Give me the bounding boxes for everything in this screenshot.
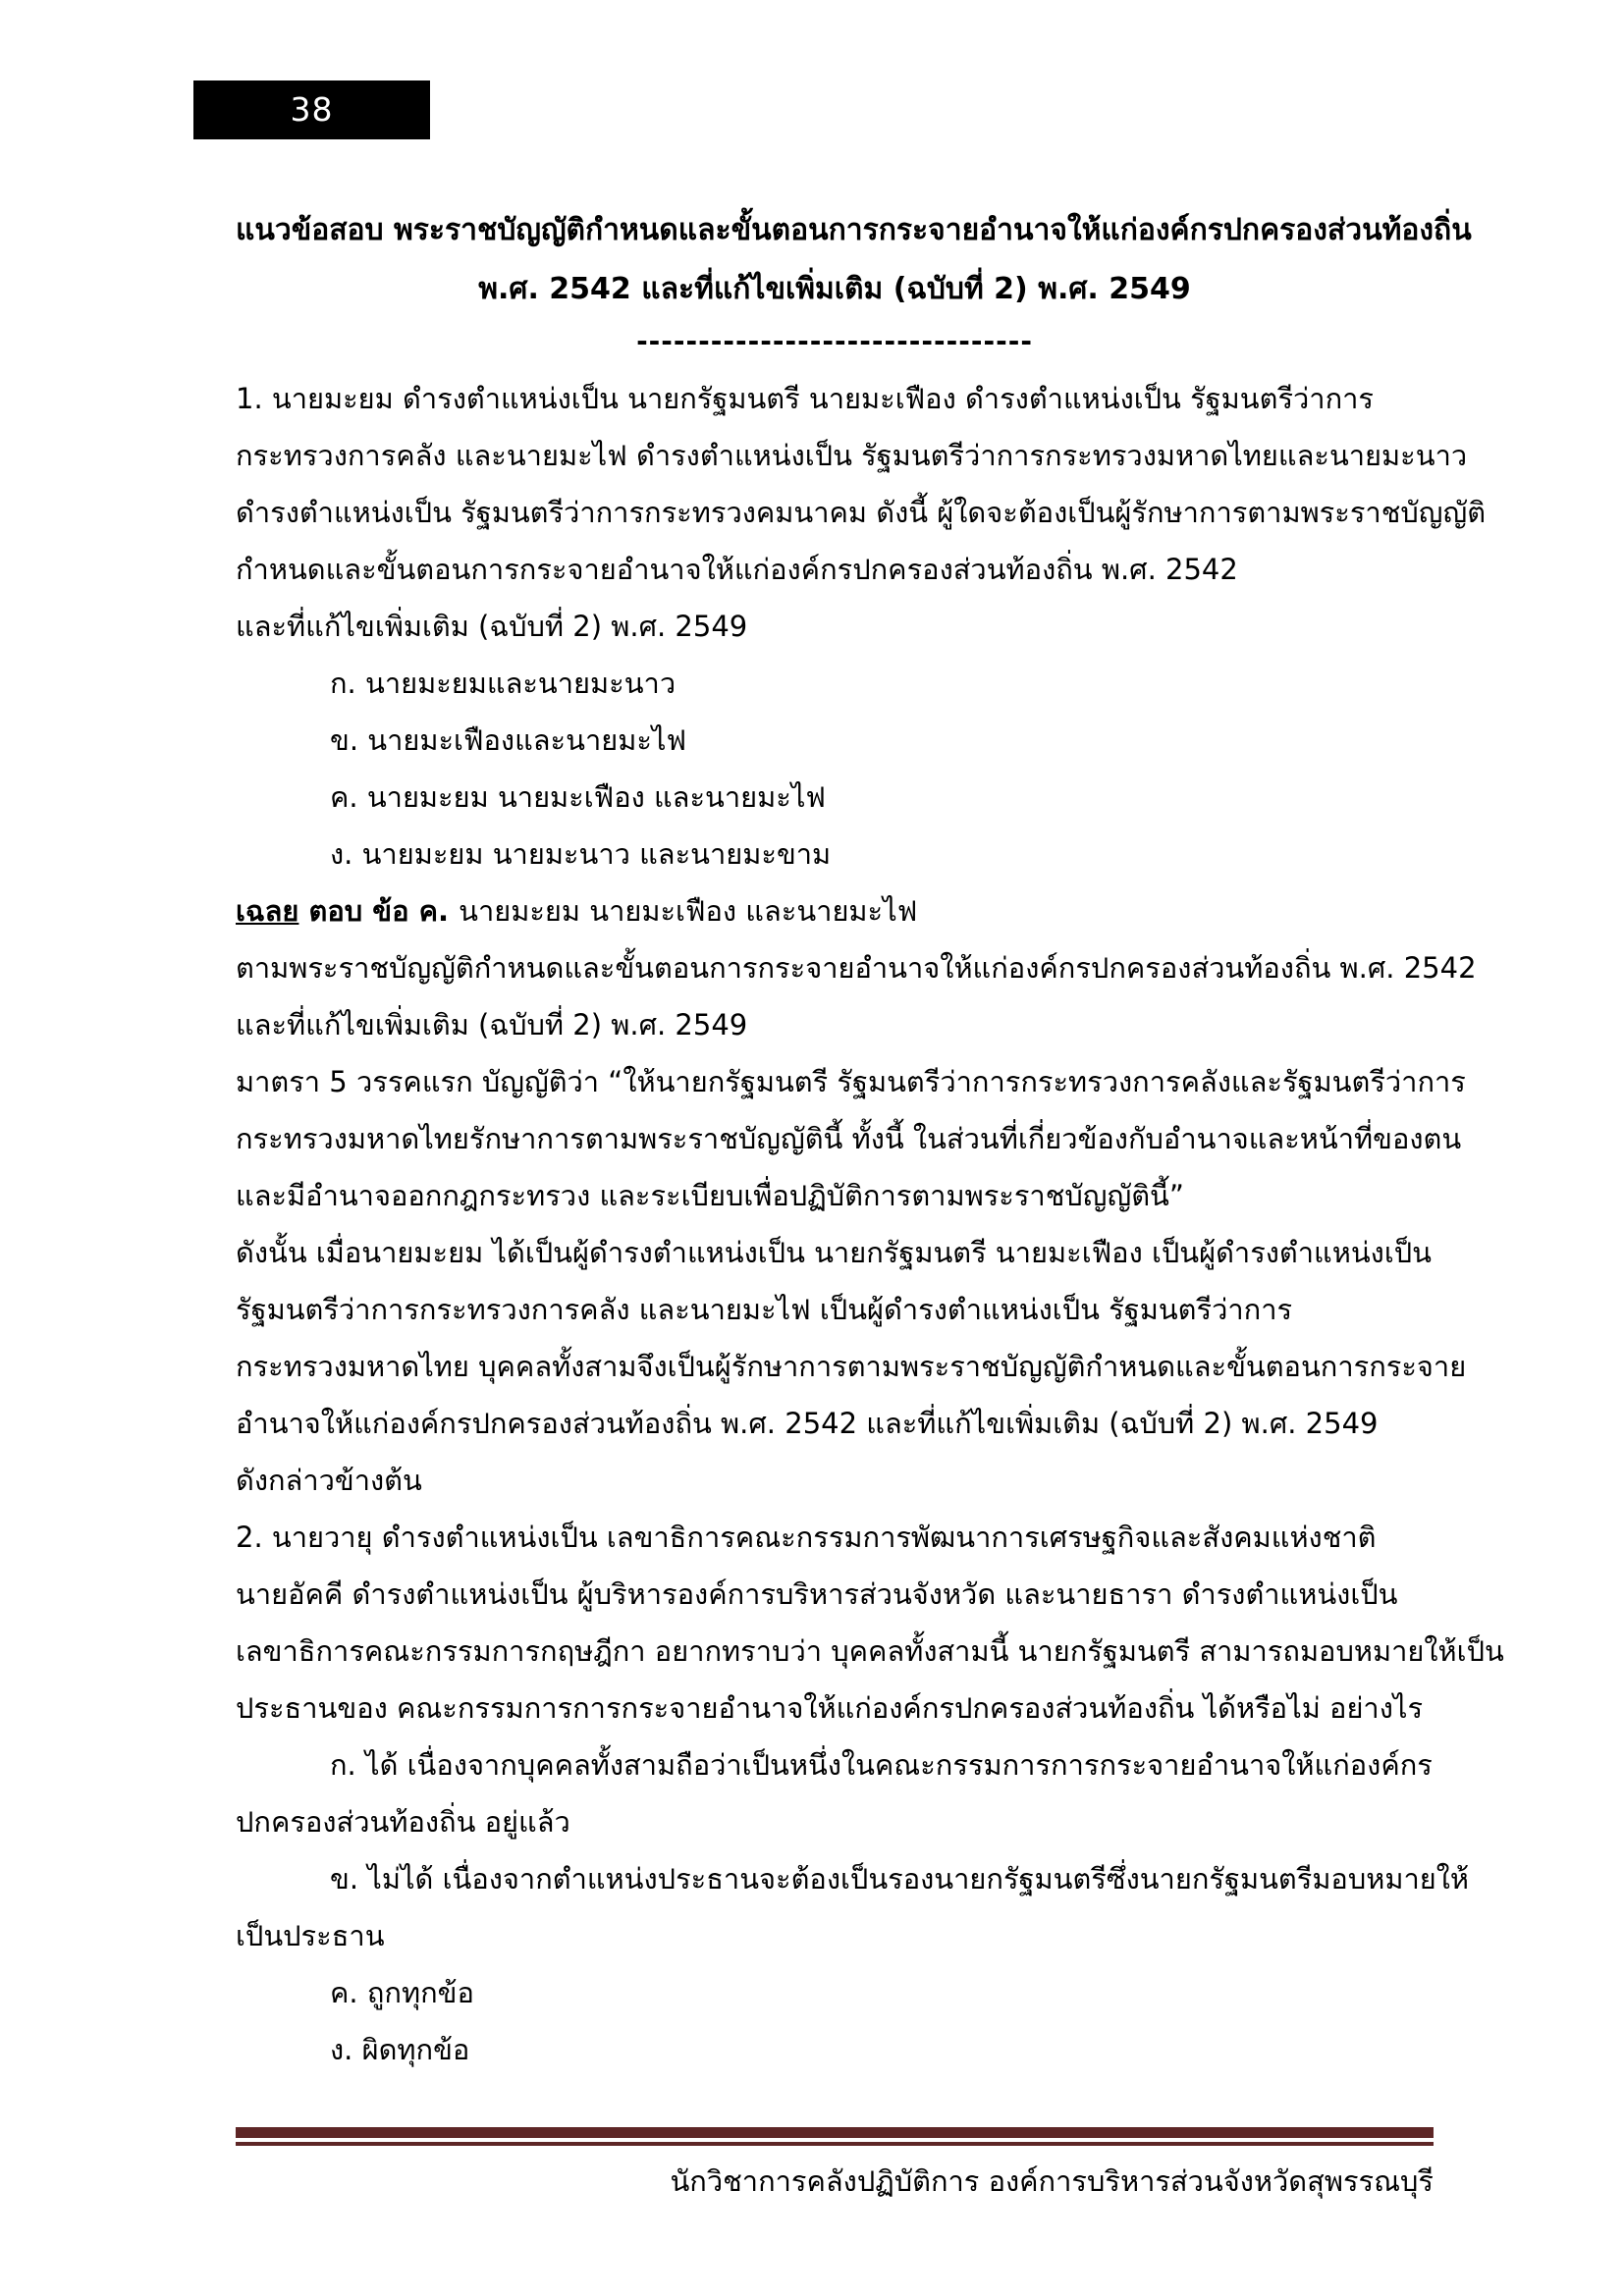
text-segment: ตอบ ข้อ ค. (298, 894, 460, 928)
footer-credit: นักวิชาการคลังปฏิบัติการ องค์การบริหารส่วนจังหวัดสุพรรณบุรี (670, 2164, 1434, 2198)
text-line (236, 712, 1434, 769)
text-segment: เลขาธิการคณะกรรมการกฤษฎีกา อยากทราบว่า บุคคลทั้งสามนี้ นายกรัฐมนตรี สามารถมอบหมายให้เป็น (236, 1634, 1504, 1668)
footer-rule-thin (236, 2142, 1434, 2146)
text-segment: ก. ได้ เนื่องจากบุคคลทั้งสามถือว่าเป็นหนึ่งในคณะกรรมการการกระจายอำนาจให้แก่องค์กร (330, 1748, 1433, 1782)
document-title-line-1: แนวข้อสอบ พระราชบัญญัติกำหนดและขั้นตอนการกระจายอำนาจให้แก่องค์กรปกครองส่วนท้องถิ่น (236, 213, 1472, 247)
text-segment: ก. นายมะยมและนายมะนาว (330, 667, 677, 700)
text-line (236, 1566, 1434, 1623)
text-line (236, 769, 1434, 826)
text-segment: ปกครองส่วนท้องถิ่น อยู่แล้ว (236, 1805, 570, 1839)
page-footer (236, 2127, 1434, 2203)
text-segment: กำหนดและขั้นตอนการกระจายอำนาจให้แก่องค์กรปกครองส่วนท้องถิ่น พ.ศ. 2542 (236, 553, 1238, 586)
text-line (236, 1793, 1434, 1850)
text-line (236, 1395, 1434, 1452)
text-line (236, 1167, 1434, 1224)
text-segment: 1. นายมะยม ดำรงตำแหน่งเป็น นายกรัฐมนตรี นายมะเฟือง ดำรงตำแหน่งเป็น รัฐมนตรีว่าการ (236, 382, 1375, 415)
text-segment: ข. ไม่ได้ เนื่องจากตำแหน่งประธานจะต้องเป็นรองนายกรัฐมนตรีซึ่งนายกรัฐมนตรีมอบหมายให้ (330, 1862, 1470, 1896)
document-lines (236, 370, 1504, 2078)
text-segment: ดังกล่าวข้างต้น (236, 1464, 422, 1497)
text-segment: และที่แก้ไขเพิ่มเติม (ฉบับที่ 2) พ.ศ. 2549 (236, 1008, 748, 1041)
text-line (236, 1338, 1467, 1395)
text-line (236, 598, 1434, 655)
text-segment: ง. ผิดทุกข้อ (330, 2033, 470, 2066)
text-line (236, 1224, 1434, 1281)
text-line (236, 939, 1477, 996)
text-segment: ค. นายมะยม นายมะเฟือง และนายมะไฟ (330, 780, 826, 814)
text-line (236, 1680, 1434, 1736)
text-line (236, 1110, 1462, 1167)
text-line (236, 996, 1434, 1053)
text-segment: 2. นายวายุ ดำรงตำแหน่งเป็น เลขาธิการคณะกรรมการพัฒนาการเศรษฐกิจและสังคมแห่งชาติ (236, 1521, 1377, 1554)
text-line (236, 1964, 1434, 2021)
text-line (236, 1907, 1434, 1964)
text-line (236, 2021, 1434, 2078)
text-segment: กระทรวงการคลัง และนายมะไฟ ดำรงตำแหน่งเป็น รัฐมนตรีว่าการกระทรวงมหาดไทยและนายมะนาว (236, 439, 1468, 472)
text-segment: ประธานของ คณะกรรมการการกระจายอำนาจให้แก่องค์กรปกครองส่วนท้องถิ่น ได้หรือไม่ อย่างไร (236, 1691, 1424, 1725)
text-line (236, 1623, 1504, 1680)
text-line (236, 1281, 1434, 1338)
footer-rule-thick (236, 2127, 1434, 2138)
text-line (236, 1850, 1470, 1907)
text-segment: กระทรวงมหาดไทย บุคคลทั้งสามจึงเป็นผู้รักษาการตามพระราชบัญญัติกำหนดและขั้นตอนการกระจาย (236, 1350, 1467, 1383)
text-segment: ง. นายมะยม นายมะนาว และนายมะขาม (330, 837, 832, 871)
text-segment: ค. ถูกทุกข้อ (330, 1976, 474, 2009)
text-segment: ข. นายมะเฟืองและนายมะไฟ (330, 723, 687, 757)
title-divider: -------------------------------- (636, 325, 1033, 357)
text-line (236, 826, 1434, 882)
text-line (236, 370, 1434, 427)
text-line (236, 484, 1487, 541)
text-line (236, 427, 1468, 484)
text-segment: กระทรวงมหาดไทยรักษาการตามพระราชบัญญัตินี้ ทั้งนี้ ในส่วนที่เกี่ยวข้องกับอำนาจและหน้าที่ของตน (236, 1122, 1462, 1155)
text-segment: และมีอำนาจออกกฎกระทรวง และระเบียบเพื่อปฏิบัติการตามพระราชบัญญัตินี้” (236, 1179, 1184, 1212)
document-body (236, 201, 1504, 2078)
text-line (236, 1736, 1434, 1793)
text-segment: มาตรา 5 วรรคแรก บัญญัติว่า “ให้นายกรัฐมนตรี รัฐมนตรีว่าการกระทรวงการคลังและรัฐมนตรีว่าการ (236, 1065, 1466, 1098)
text-segment: นายมะยม นายมะเฟือง และนายมะไฟ (459, 894, 918, 928)
text-segment: และที่แก้ไขเพิ่มเติม (ฉบับที่ 2) พ.ศ. 2549 (236, 610, 748, 643)
text-segment: เป็นประธาน (236, 1919, 385, 1952)
text-segment: นายอัคคี ดำรงตำแหน่งเป็น ผู้บริหารองค์การบริหารส่วนจังหวัด และนายธารา ดำรงตำแหน่งเป็น (236, 1577, 1398, 1611)
text-line (236, 1509, 1434, 1566)
text-line (236, 882, 1434, 939)
text-segment: รัฐมนตรีว่าการกระทรวงการคลัง และนายมะไฟ เป็นผู้ดำรงตำแหน่งเป็น รัฐมนตรีว่าการ (236, 1293, 1293, 1326)
text-line (236, 655, 1434, 712)
text-segment: ดังนั้น เมื่อนายมะยม ได้เป็นผู้ดำรงตำแหน่งเป็น นายกรัฐมนตรี นายมะเฟือง เป็นผู้ดำรงตำแหน่งเป็น (236, 1236, 1432, 1269)
text-line (236, 541, 1434, 598)
page-number: 38 (290, 90, 334, 129)
text-segment: ตามพระราชบัญญัติกำหนดและขั้นตอนการกระจายอำนาจให้แก่องค์กรปกครองส่วนท้องถิ่น พ.ศ. 2542 (236, 951, 1477, 985)
text-segment: เฉลย (236, 894, 299, 928)
document-title-line-2: พ.ศ. 2542 และที่แก้ไขเพิ่มเติม (ฉบับที่ 2) พ.ศ. 2549 (478, 272, 1191, 306)
text-line (236, 1053, 1466, 1110)
text-segment: อำนาจให้แก่องค์กรปกครองส่วนท้องถิ่น พ.ศ. 2542 และที่แก้ไขเพิ่มเติม (ฉบับที่ 2) พ.ศ. 2549 (236, 1407, 1379, 1440)
text-line (236, 1452, 1434, 1509)
page-number-badge (193, 80, 430, 139)
text-segment: ดำรงตำแหน่งเป็น รัฐมนตรีว่าการกระทรวงคมนาคม ดังนี้ ผู้ใดจะต้องเป็นผู้รักษาการตามพระราชบัญญัติ (236, 496, 1487, 529)
